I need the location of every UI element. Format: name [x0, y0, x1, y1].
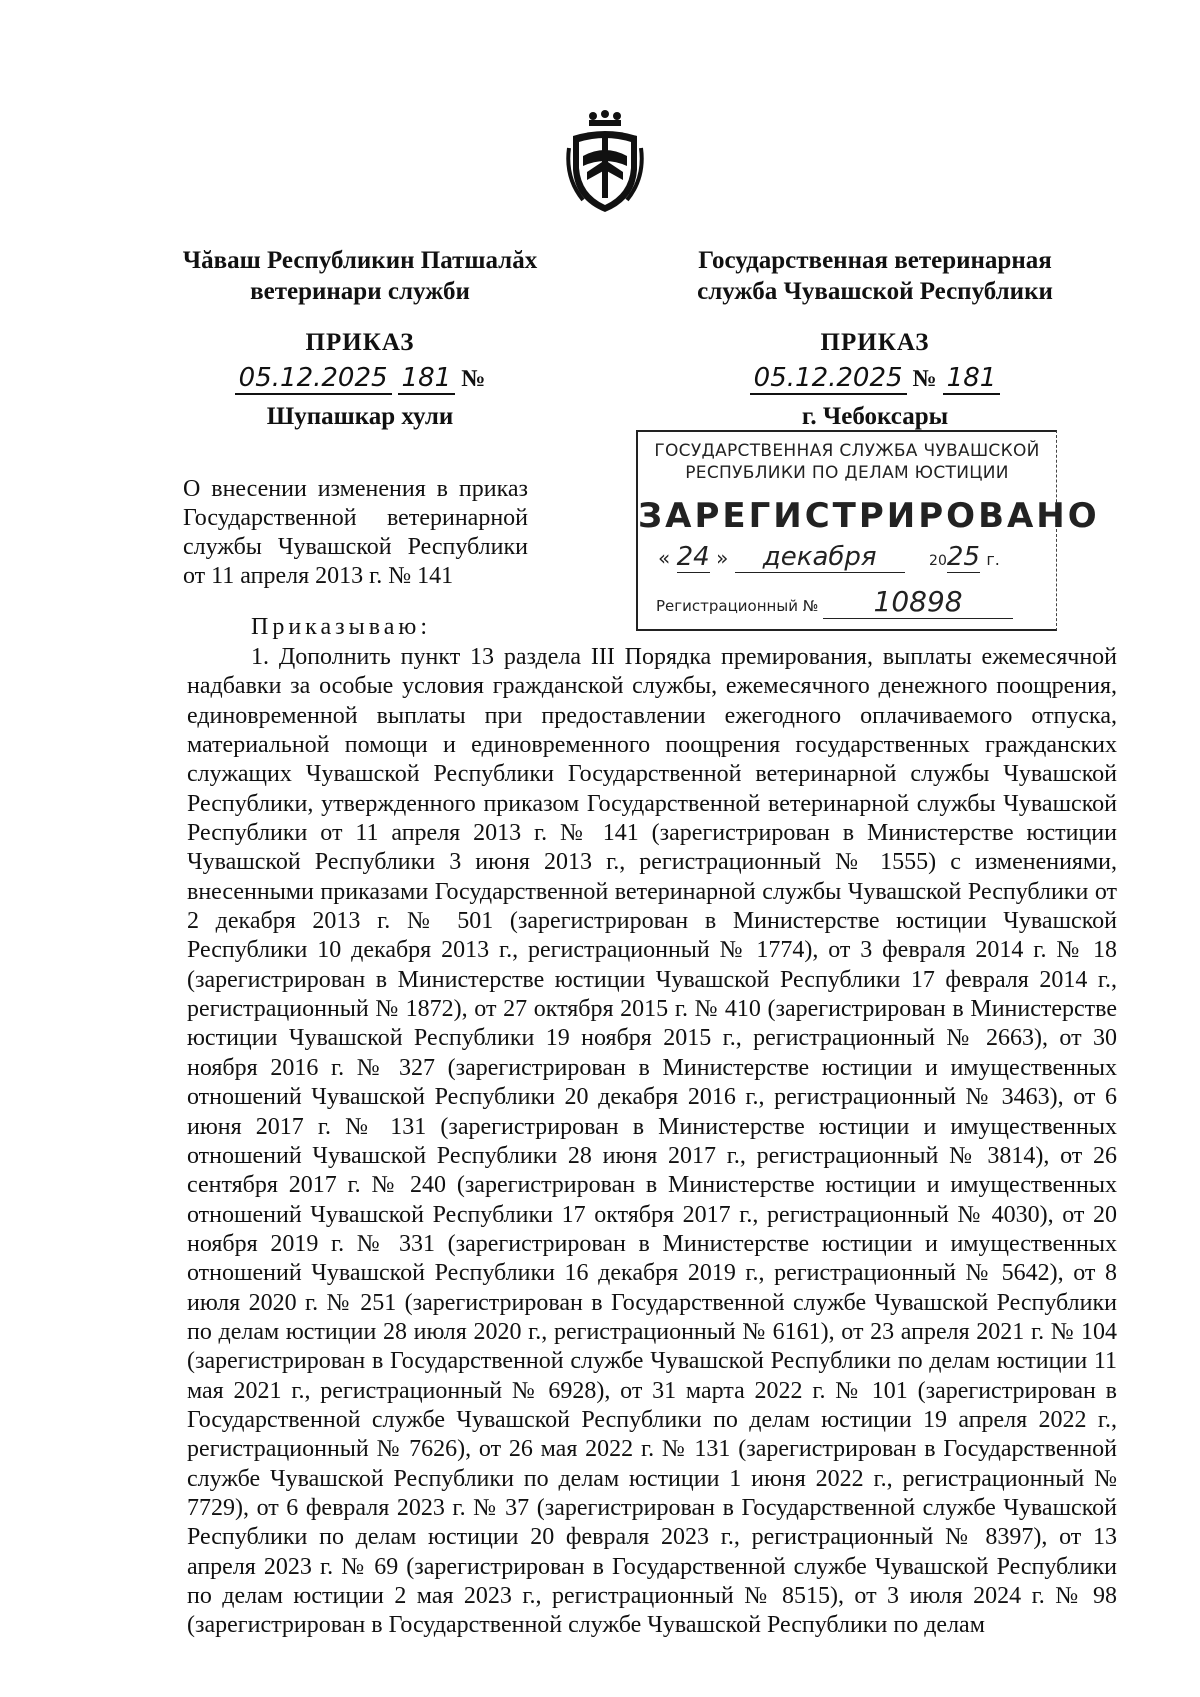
registration-stamp [636, 430, 1100, 631]
org-name-russian-line2: служба Чувашской Республики [697, 278, 1053, 305]
stamp-reg-number-line [656, 585, 1056, 619]
stamp-org-line1: ГОСУДАРСТВЕННАЯ СЛУЖБА ЧУВАШСКОЙ [654, 441, 1040, 461]
handwritten-date-left: 05.12.2025 [235, 363, 392, 395]
date-number-line-left [150, 363, 570, 401]
stamp-day: 24 [676, 542, 710, 572]
handwritten-date-right: 05.12.2025 [750, 363, 907, 395]
doc-type-chuvash: ПРИКАЗ [305, 329, 415, 356]
document-subject: О внесении изменения в приказ Государственной ветеринарной службы Чувашской Республики от 11 апреля 2013 г. № 141 [183, 476, 528, 589]
document-body [187, 643, 1117, 1641]
org-name-chuvash-line2: ветеринари служби [250, 278, 470, 305]
stamp-date-line [658, 542, 1056, 573]
stamp-month: декабря [735, 542, 905, 573]
coat-of-arms-emblem [565, 108, 645, 218]
stamp-reg-label: Регистрационный № [656, 597, 819, 615]
orders-heading: Приказываю: [251, 614, 431, 640]
stamp-year-unit: г. [986, 550, 1000, 569]
handwritten-number-left: 181 [398, 363, 456, 395]
header-left-chuvash [150, 245, 570, 431]
stamp-year-prefix: 20 [929, 553, 947, 569]
stamp-reg-number: 10898 [823, 585, 1013, 619]
stamp-year-suffix: 25 [946, 542, 980, 572]
number-sign-right: № [912, 366, 937, 392]
handwritten-number-right: 181 [943, 363, 1001, 395]
number-sign-left: № [461, 366, 486, 392]
city-russian: г. Чебоксары [801, 403, 949, 430]
city-chuvash: Шупашкар хули [266, 403, 454, 430]
stamp-quote-close: » [716, 546, 729, 570]
org-name-russian-line1: Государственная ветеринарная [698, 247, 1052, 274]
stamp-status: ЗАРЕГИСТРИРОВАНО [638, 496, 1100, 536]
body-paragraph-1: 1. Дополнить пункт 13 раздела III Порядка премирования, выплаты ежемесячной надбавки за особые условия гражданской службы, ежемесячного денежного поощрения, единовременной выплаты при предоставлении ежегодного оплачиваемого отпуска, материальной помощи и единовременного поощрения государственных гражданских служащих Чувашской Республики Государственной ветеринарной службы Чувашской Республики, утвержденного приказом Государственной ветеринарной службы Чувашской Республики от 11 апреля 2013 г. № 141 (зарегистрирован в Министерстве юстиции Чувашской Республики 3 июня 2013 г., регистрационный № 1555) с изменениями, внесенными приказами Государственной ветеринарной службы Чувашской Республики от 2 декабря 2013 г. № 501 (зарегистрирован в Министерстве юстиции Чувашской Республики 10 декабря 2013 г., регистрационный № 1774), от 3 февраля 2014 г. № 18 (зарегистрирован в Министерстве юстиции Чувашской Республики 17 февраля 2014 г., регистрационный № 1872), от 27 октября 2015 г. № 410 (зарегистрирован в Министерстве юстиции Чувашской Республики 19 ноября 2015 г., регистрационный № 2663), от 30 ноября 2016 г. № 327 (зарегистрирован в Министерстве юстиции и имущественных отношений Чувашской Республики 20 декабря 2016 г., регистрационный № 3463), от 6 июня 2017 г. № 131 (зарегистрирован в Министерстве юстиции и имущественных отношений Чувашской Республики 28 июня 2017 г., регистрационный № 3814), от 26 сентября 2017 г. № 240 (зарегистрирован в Министерстве юстиции и имущественных отношений Чувашской Республики 17 октября 2017 г., регистрационный № 4030), от 20 ноября 2019 г. № 331 (зарегистрирован в Министерстве юстиции и имущественных отношений Чувашской Республики 16 декабря 2019 г., регистрационный № 5642), от 8 июля 2020 г. № 251 (зарегистрирован в Государственной службе Чувашской Республики по делам юстиции 28 июля 2020 г., регистрационный № 6161), от 23 апреля 2021 г. № 104 (зарегистрирован в Государственной службе Чувашской Республики по делам юстиции 11 мая 2021 г., регистрационный № 6928), от 31 марта 2022 г. № 101 (зарегистрирован в Государственной службе Чувашской Республики по делам юстиции 19 апреля 2022 г., регистрационный № 7626), от 26 мая 2022 г. № 131 (зарегистрирован в Государственной службе Чувашской Республики по делам юстиции 1 июня 2022 г., регистрационный № 7729), от 6 февраля 2023 г. № 37 (зарегистрирован в Государственной службе Чувашской Республики по делам юстиции 20 февраля 2023 г., регистрационный № 8397), от 13 апреля 2023 г. № 69 (зарегистрирован в Государственной службе Чувашской Республики по делам юстиции 2 мая 2023 г., регистрационный № 8515), от 3 июля 2024 г. № 98 (зарегистрирован в Государственной службе Чувашской Республики по делам [187, 644, 1117, 1639]
org-name-chuvash-line1: Чăваш Республикин Патшалăх [182, 247, 538, 274]
doc-type-russian: ПРИКАЗ [820, 329, 930, 356]
stamp-org-line2: РЕСПУБЛИКИ ПО ДЕЛАМ ЮСТИЦИИ [685, 463, 1009, 483]
header-right-russian [660, 245, 1090, 431]
date-number-line-right [660, 363, 1090, 401]
stamp-quote-open: « [658, 546, 671, 570]
